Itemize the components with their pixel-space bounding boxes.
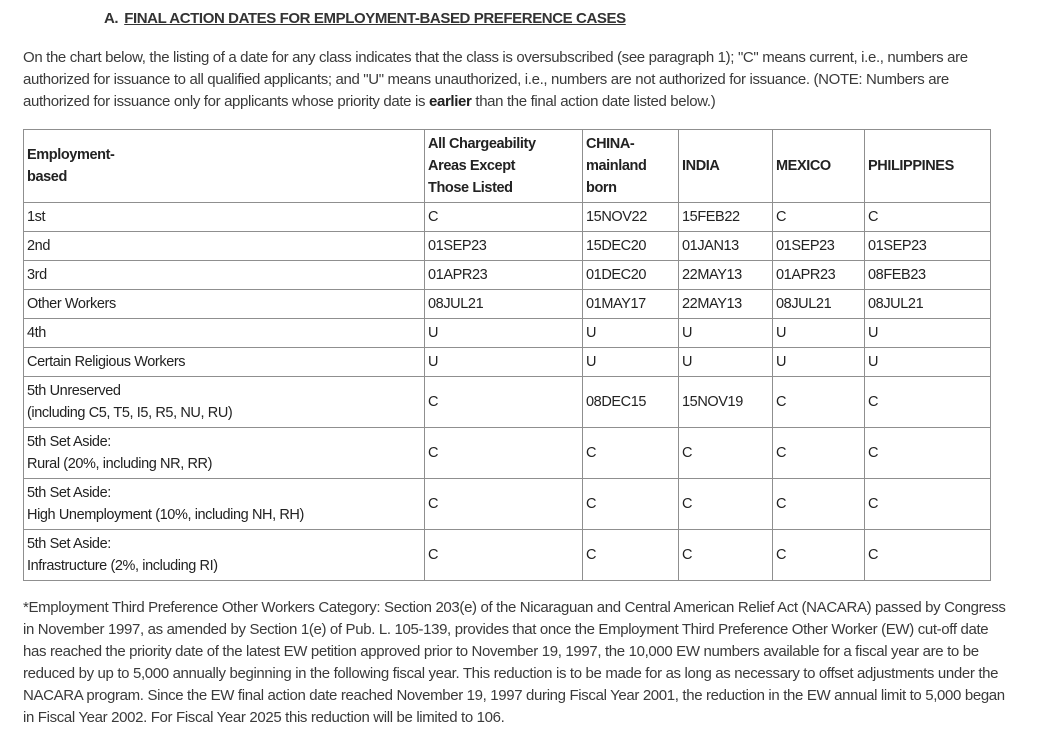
date-cell-mexico: C <box>773 479 865 530</box>
date-cell-india: 15FEB22 <box>679 203 773 232</box>
date-cell-mexico: C <box>773 377 865 428</box>
date-cell-all-chargeability: 01APR23 <box>425 261 583 290</box>
table-row <box>24 232 991 261</box>
table-row <box>24 377 991 428</box>
section-title: FINAL ACTION DATES FOR EMPLOYMENT-BASED PREFERENCE CASES <box>124 10 626 27</box>
row-label-line: 5th Set Aside: <box>27 485 111 501</box>
column-header-china <box>583 130 679 203</box>
intro-text: On the chart below, the listing of a date for any class indicates that the class is oversubscribed (see paragraph 1); "C" means current, i.e., numbers are authorized for issuance to all qualified applicants; and "U" means unauthorized, i.e., numbers are not authorized for issuance. (NOTE: Numbers are authorized for issuance only for applicants whose priority date is <box>23 49 968 110</box>
date-cell-india: 01JAN13 <box>679 232 773 261</box>
row-label <box>24 530 425 581</box>
column-header-all-chargeability <box>425 130 583 203</box>
date-cell-india: 15NOV19 <box>679 377 773 428</box>
date-cell-china: 01DEC20 <box>583 261 679 290</box>
row-label-line: 5th Set Aside: <box>27 434 111 450</box>
date-cell-mexico: C <box>773 203 865 232</box>
column-header-line: MEXICO <box>776 158 831 174</box>
column-header-philippines <box>865 130 991 203</box>
column-header-line: Areas Except <box>428 158 516 174</box>
row-label-line: 5th Unreserved <box>27 383 121 399</box>
date-cell-mexico: U <box>773 319 865 348</box>
date-cell-all-chargeability: 08JUL21 <box>425 290 583 319</box>
column-header-india <box>679 130 773 203</box>
row-label <box>24 203 425 232</box>
footnote: *Employment Third Preference Other Workers Category: Section 203(e) of the Nicaraguan and Central American Relief Act (NACARA) passed by Congress in November 1997, as amended by Section 1(e) of Pub. L. 105-139, provides that once the Employment Third Preference Other Worker (EW) cut-off date has reached the priority date of the latest EW petition approved prior to November 19, 1997, the 10,000 EW numbers available for a fiscal year are to be reduced by up to 5,000 annually beginning in the following fiscal year. This reduction is to be made for as long as necessary to offset adjustments under the NACARA program. Since the EW final action date reached November 19, 1997 during Fiscal Year 2001, the reduction in the EW annual limit to 5,000 began in Fiscal Year 2002. For Fiscal Year 2025 this reduction will be limited to 106. <box>23 599 1006 726</box>
row-label-line: 1st <box>27 209 46 225</box>
date-cell-mexico: C <box>773 530 865 581</box>
date-cell-india: C <box>679 530 773 581</box>
date-cell-china: 15DEC20 <box>583 232 679 261</box>
date-cell-philippines: 01SEP23 <box>865 232 991 261</box>
date-cell-india: C <box>679 479 773 530</box>
table-row <box>24 203 991 232</box>
date-cell-china: 15NOV22 <box>583 203 679 232</box>
date-cell-china: C <box>583 530 679 581</box>
date-cell-china: C <box>583 479 679 530</box>
row-label-line: Infrastructure (2%, including RI) <box>27 558 218 574</box>
row-label <box>24 290 425 319</box>
date-cell-philippines: C <box>865 479 991 530</box>
date-cell-all-chargeability: C <box>425 377 583 428</box>
row-label <box>24 261 425 290</box>
date-cell-all-chargeability: 01SEP23 <box>425 232 583 261</box>
row-label-line: Other Workers <box>27 296 116 312</box>
date-cell-mexico: 08JUL21 <box>773 290 865 319</box>
table-row <box>24 319 991 348</box>
row-label-line: Certain Religious Workers <box>27 354 186 370</box>
row-label <box>24 377 425 428</box>
date-cell-india: 22MAY13 <box>679 290 773 319</box>
intro-bold-word: earlier <box>428 93 472 110</box>
date-cell-philippines: U <box>865 348 991 377</box>
row-label <box>24 479 425 530</box>
row-label-line: (including C5, T5, I5, R5, NU, RU) <box>27 405 233 421</box>
column-header-line: Employment- <box>27 147 115 163</box>
final-action-dates-table <box>23 129 991 581</box>
date-cell-mexico: 01APR23 <box>773 261 865 290</box>
intro-text-end: than the final action date listed below.) <box>475 93 716 110</box>
column-header-line: INDIA <box>682 158 720 174</box>
date-cell-philippines: 08FEB23 <box>865 261 991 290</box>
date-cell-india: C <box>679 428 773 479</box>
date-cell-philippines: C <box>865 377 991 428</box>
date-cell-india: U <box>679 348 773 377</box>
column-header-mexico <box>773 130 865 203</box>
column-header-line: CHINA- <box>586 136 635 152</box>
column-header-line: Those Listed <box>428 180 513 196</box>
date-cell-philippines: 08JUL21 <box>865 290 991 319</box>
row-label-line: 5th Set Aside: <box>27 536 111 552</box>
row-label-line: 4th <box>27 325 46 341</box>
date-cell-china: 08DEC15 <box>583 377 679 428</box>
date-cell-all-chargeability: U <box>425 348 583 377</box>
date-cell-india: U <box>679 319 773 348</box>
table-row <box>24 530 991 581</box>
date-cell-philippines: C <box>865 428 991 479</box>
table-row <box>24 261 991 290</box>
date-cell-mexico: C <box>773 428 865 479</box>
date-cell-mexico: 01SEP23 <box>773 232 865 261</box>
row-label <box>24 319 425 348</box>
column-header-line: based <box>27 169 67 185</box>
column-header-line: mainland <box>586 158 647 174</box>
column-header-employment-based <box>24 130 425 203</box>
date-cell-china: U <box>583 319 679 348</box>
table-row <box>24 479 991 530</box>
column-header-line: All Chargeability <box>428 136 536 152</box>
date-cell-philippines: C <box>865 530 991 581</box>
date-cell-philippines: U <box>865 319 991 348</box>
intro-paragraph <box>23 47 1003 113</box>
date-cell-china: U <box>583 348 679 377</box>
date-cell-china: C <box>583 428 679 479</box>
row-label <box>24 428 425 479</box>
row-label-line: High Unemployment (10%, including NH, RH) <box>27 507 304 523</box>
column-header-line: PHILIPPINES <box>868 158 954 174</box>
date-cell-all-chargeability: C <box>425 530 583 581</box>
row-label <box>24 348 425 377</box>
section-letter: A. <box>104 10 119 27</box>
row-label-line: Rural (20%, including NR, RR) <box>27 456 213 472</box>
date-cell-all-chargeability: U <box>425 319 583 348</box>
table-body <box>24 203 991 581</box>
date-cell-philippines: C <box>865 203 991 232</box>
column-header-line: born <box>586 180 617 196</box>
section-heading <box>104 10 626 27</box>
date-cell-all-chargeability: C <box>425 479 583 530</box>
date-cell-china: 01MAY17 <box>583 290 679 319</box>
row-label-line: 2nd <box>27 238 50 254</box>
date-cell-all-chargeability: C <box>425 428 583 479</box>
date-cell-all-chargeability: C <box>425 203 583 232</box>
table-row <box>24 428 991 479</box>
table-row <box>24 348 991 377</box>
table-header-row <box>24 130 991 203</box>
row-label <box>24 232 425 261</box>
table-row <box>24 290 991 319</box>
row-label-line: 3rd <box>27 267 47 283</box>
date-cell-india: 22MAY13 <box>679 261 773 290</box>
date-cell-mexico: U <box>773 348 865 377</box>
